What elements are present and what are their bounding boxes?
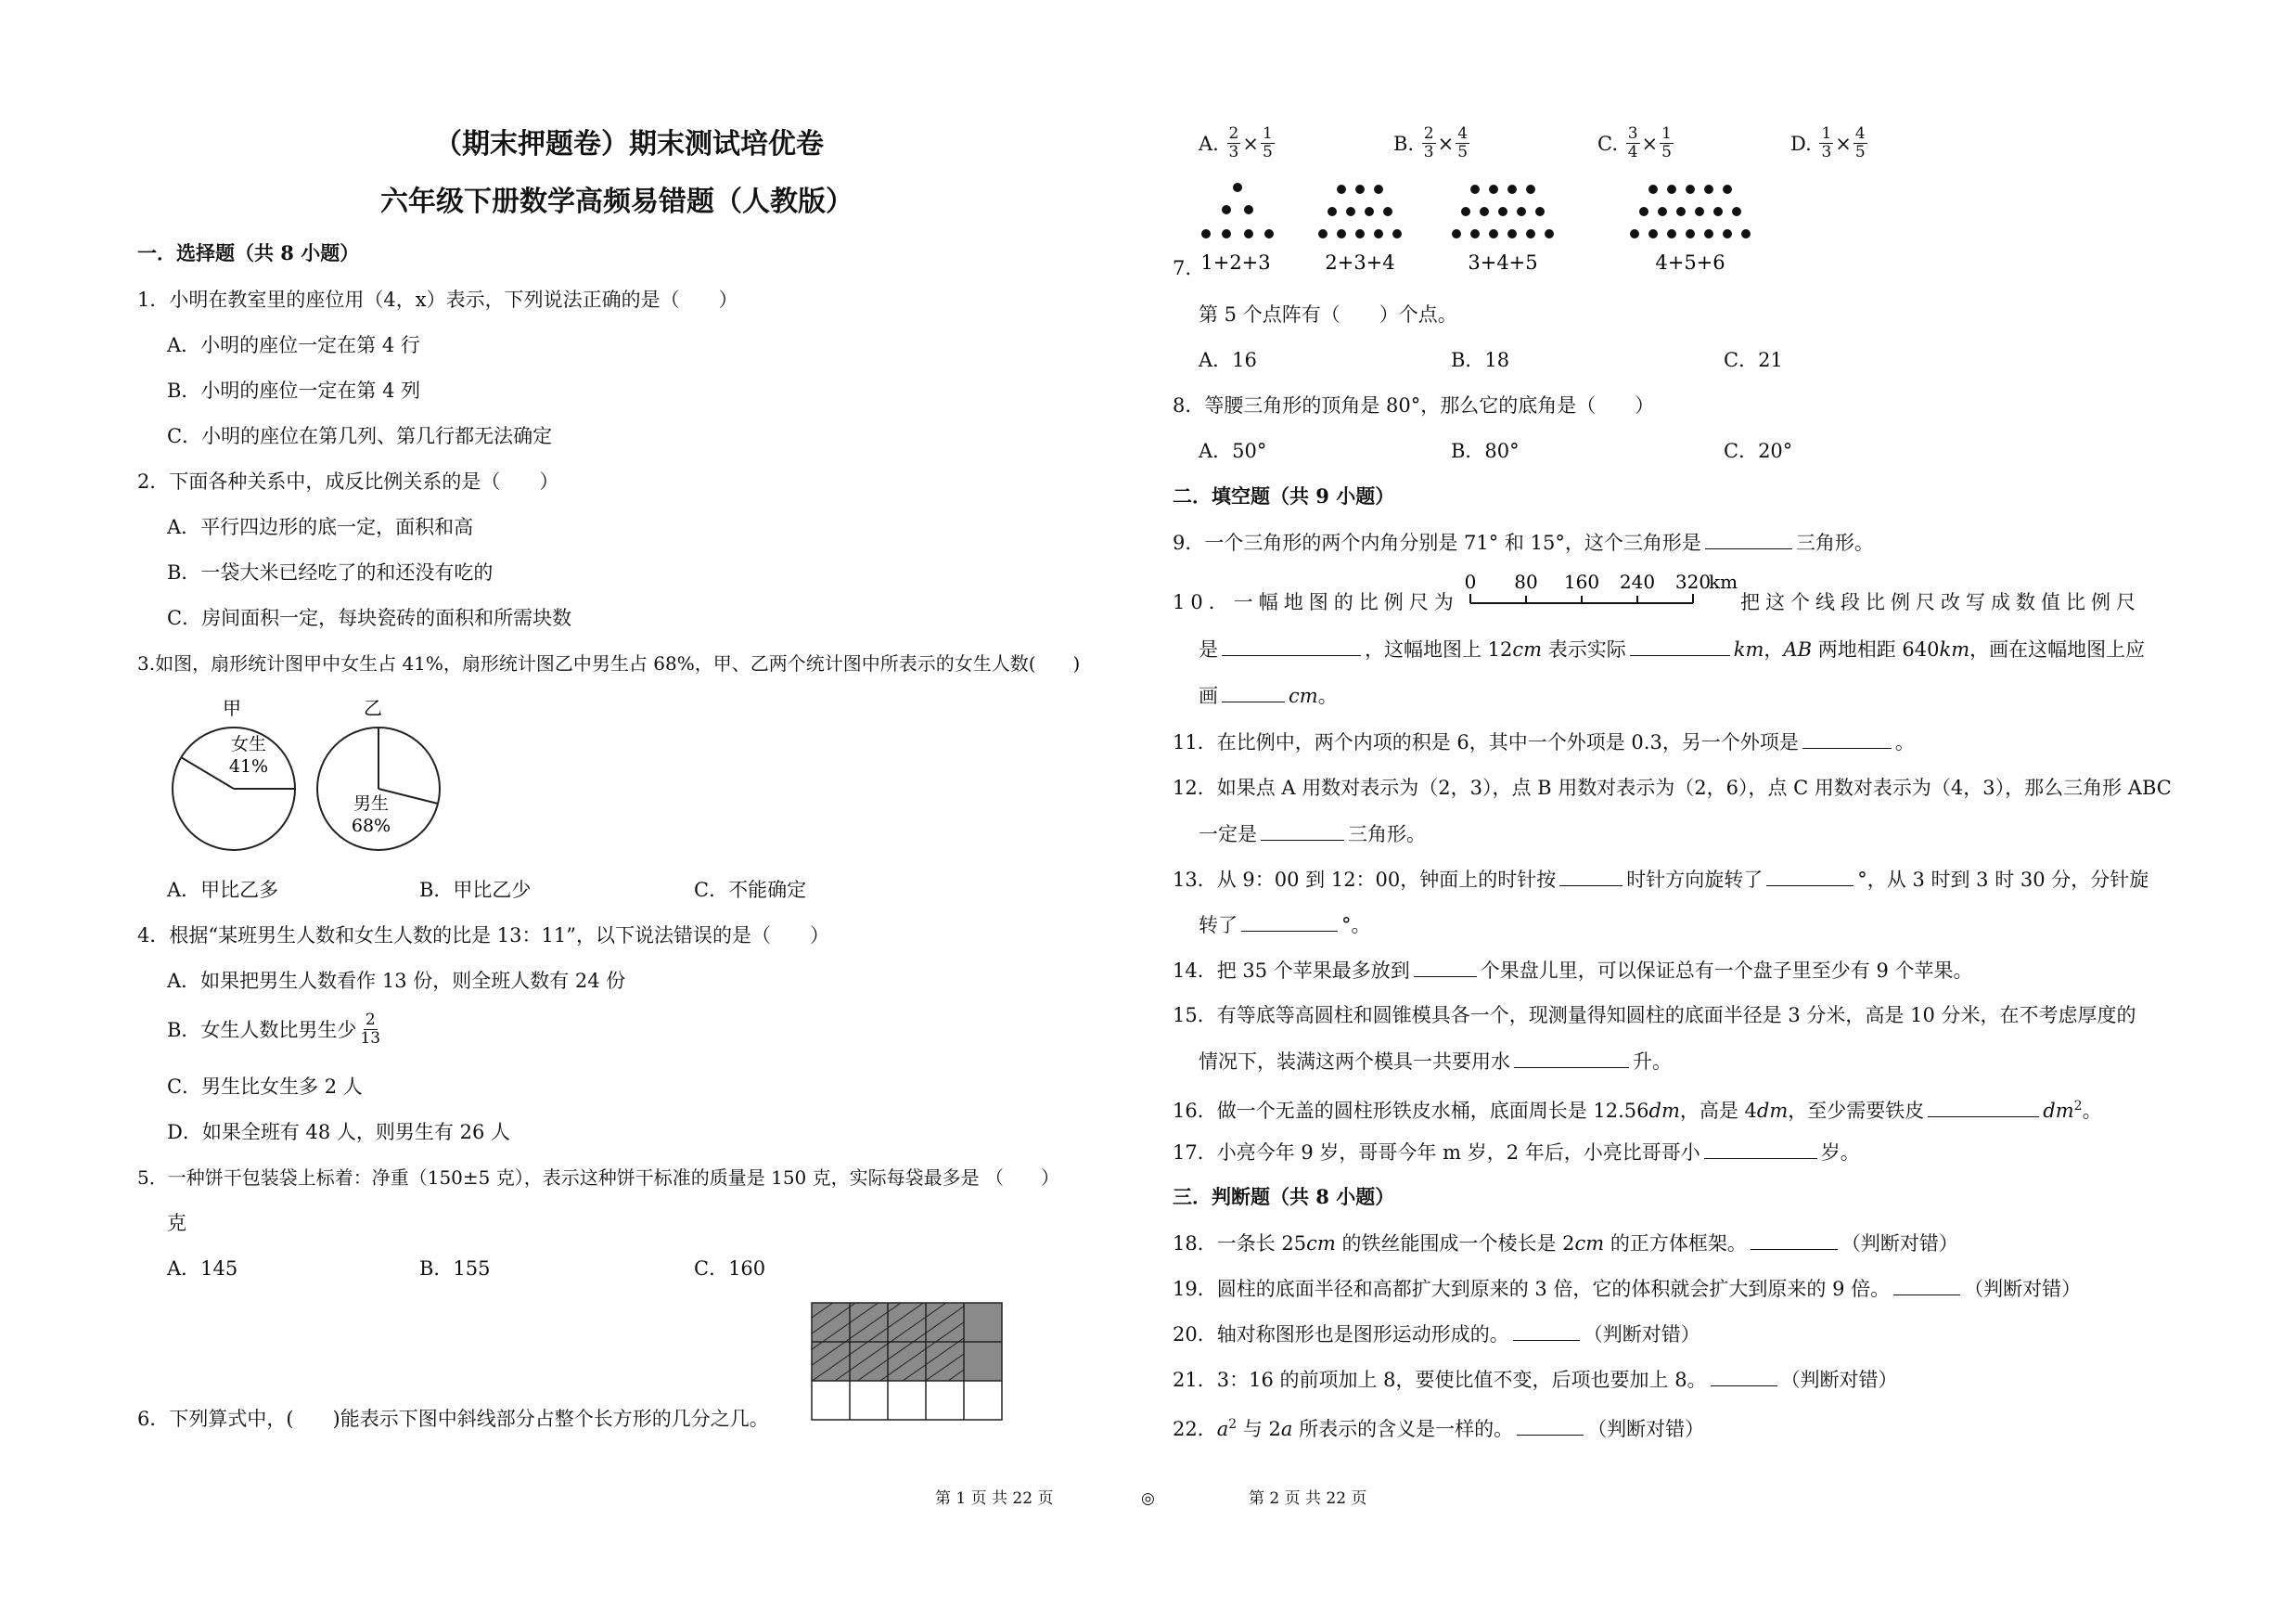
q6-a-frac1 bbox=[1227, 125, 1241, 161]
q19-answer-blank[interactable] bbox=[1893, 1276, 1960, 1295]
dot-array-4 bbox=[1630, 185, 1751, 238]
q21-text: 21．3：16 的前项加上 8，要使比值不变，后项也要加上 8。 bbox=[1173, 1369, 1707, 1391]
question-4-option-c: C．男生比女生多 2 人 bbox=[167, 1076, 363, 1098]
question-3-option-b: B．甲比乙少 bbox=[419, 879, 532, 901]
question-11 bbox=[1173, 729, 1915, 754]
q17-text-2: 岁。 bbox=[1820, 1141, 1860, 1164]
q22-number: 22． bbox=[1173, 1418, 1217, 1440]
q11-text: 11．在比例中，两个内项的积是 6，其中一个外项是 0.3，另一个外项是 bbox=[1173, 731, 1799, 754]
q6-c-times: × bbox=[1641, 132, 1659, 155]
q10-ratio-blank[interactable] bbox=[1222, 637, 1361, 656]
dot-caption-4: 4+5+6 bbox=[1655, 251, 1725, 274]
q18-text-2: 的铁丝能围成一个棱长是 2 bbox=[1335, 1232, 1575, 1255]
question-13-line-2 bbox=[1199, 912, 1371, 937]
q10-unit-cm-2: cm bbox=[1289, 685, 1318, 707]
q6-a-times: × bbox=[1242, 132, 1259, 155]
q11-answer-blank[interactable] bbox=[1802, 729, 1892, 749]
q10-text-8: ，画在这幅地图上应 bbox=[1969, 638, 2146, 661]
q10-text-2: 把这个线段比例尺改写成数值比例尺 bbox=[1740, 591, 2141, 613]
pie-yi-label: 乙 bbox=[364, 697, 382, 719]
question-14 bbox=[1173, 958, 1973, 983]
question-3-option-c: C．不能确定 bbox=[694, 879, 807, 901]
q20-text: 20．轴对称图形也是图形运动形成的。 bbox=[1173, 1323, 1509, 1346]
question-6-grid-figure bbox=[811, 1302, 1007, 1423]
q16-text-3: ，至少需要铁皮 bbox=[1788, 1100, 1925, 1122]
page-title-1: （期末押题卷）期末测试培优卷 bbox=[434, 128, 824, 161]
q10-unit-km-2: km bbox=[1939, 638, 1970, 661]
q6-c-frac2-den: 5 bbox=[1661, 143, 1672, 161]
question-8-option-c: C．20° bbox=[1724, 440, 1793, 462]
question-6-option-a bbox=[1199, 125, 1276, 161]
q10-text-end: 。 bbox=[1317, 685, 1338, 707]
dot-caption-1: 1+2+3 bbox=[1200, 251, 1271, 274]
question-9 bbox=[1173, 530, 1874, 555]
question-7-number: 7. bbox=[1173, 257, 1192, 279]
question-8-option-a: A．50° bbox=[1199, 440, 1267, 462]
q6-c-frac1-den: 4 bbox=[1627, 143, 1638, 161]
q11-text-end: 。 bbox=[1894, 731, 1915, 754]
q6-b-frac1-num: 2 bbox=[1423, 124, 1434, 143]
q15-text-3: 升。 bbox=[1633, 1050, 1672, 1073]
question-8-stem: 8．等腰三角形的顶角是 80°，那么它的底角是（ ） bbox=[1173, 394, 1655, 417]
question-10-line-2 bbox=[1199, 637, 2145, 662]
section-heading-judge: 三．判断题（共 8 小题） bbox=[1173, 1185, 1395, 1208]
q18-answer-blank[interactable] bbox=[1751, 1230, 1838, 1250]
footer-right-page: 第 2 页 共 22 页 bbox=[1249, 1489, 1367, 1508]
q15-text-2: 情况下，装满这两个模具一共要用水 bbox=[1199, 1050, 1510, 1073]
footer-left-page: 第 1 页 共 22 页 bbox=[935, 1489, 1054, 1508]
question-3-pie-charts bbox=[167, 694, 482, 861]
question-3-option-a: A．甲比乙多 bbox=[167, 879, 279, 901]
pie-yi-text-2: 68% bbox=[351, 816, 391, 836]
question-4-fraction bbox=[358, 1011, 382, 1048]
q6-a-frac2 bbox=[1261, 125, 1275, 161]
q18-text-1: 18．一条长 25 bbox=[1173, 1232, 1307, 1255]
question-4-option-b-text: B．女生人数比男生少 bbox=[167, 1018, 357, 1041]
q15-answer-blank[interactable] bbox=[1514, 1049, 1629, 1068]
q17-text-1: 17．小亮今年 9 岁，哥哥今年 m 岁，2 年后，小亮比哥哥小 bbox=[1173, 1141, 1700, 1164]
question-10-line-3 bbox=[1199, 683, 1338, 708]
dot-array-2 bbox=[1318, 185, 1402, 238]
question-12-line-2 bbox=[1199, 821, 1426, 846]
section-heading-fill: 二．填空题（共 9 小题） bbox=[1173, 484, 1395, 508]
pie-jia-radius-2 bbox=[181, 757, 234, 789]
q6-b-frac1 bbox=[1422, 125, 1436, 161]
q6-b-frac1-den: 3 bbox=[1423, 143, 1434, 161]
question-5-option-c: C．160 bbox=[694, 1257, 766, 1280]
q6-d-frac1-den: 3 bbox=[1821, 143, 1832, 161]
question-7-option-b: B．18 bbox=[1451, 349, 1510, 371]
q16-unit-exponent: 2 bbox=[2073, 1099, 2083, 1114]
q18-text-3: 的正方体框架。 bbox=[1604, 1232, 1747, 1255]
q13-text-5: °。 bbox=[1341, 914, 1371, 936]
question-4-option-d: D．如果全班有 48 人，则男生有 26 人 bbox=[167, 1121, 510, 1143]
q18-unit-cm-2: cm bbox=[1574, 1232, 1605, 1255]
q6-d-label: D. bbox=[1790, 132, 1812, 155]
question-19 bbox=[1173, 1276, 2081, 1301]
q22-var-a: a bbox=[1216, 1418, 1229, 1440]
q13-text-1: 13．从 9：00 到 12：00，钟面上的时针按 bbox=[1173, 869, 1557, 891]
scale-label-0: 0 bbox=[1464, 571, 1477, 593]
q6-c-label: C. bbox=[1597, 132, 1618, 155]
section-heading-choice: 一．选择题（共 8 小题） bbox=[137, 241, 360, 264]
question-6-option-d bbox=[1790, 125, 1869, 161]
fraction-numerator: 2 bbox=[365, 1011, 376, 1029]
q17-answer-blank[interactable] bbox=[1704, 1140, 1817, 1159]
q9-answer-blank[interactable] bbox=[1705, 530, 1792, 549]
q9-text-end: 三角形。 bbox=[1795, 532, 1874, 554]
q22-text-1: 与 2 bbox=[1237, 1418, 1281, 1440]
footer-center-mark: ◎ bbox=[1141, 1489, 1155, 1508]
question-17 bbox=[1173, 1140, 1860, 1165]
q14-answer-blank[interactable] bbox=[1414, 958, 1477, 977]
question-8-option-b: B．80° bbox=[1451, 440, 1520, 462]
q12-answer-blank[interactable] bbox=[1261, 821, 1344, 841]
q6-d-frac1 bbox=[1819, 125, 1833, 161]
q22-text-2: 所表示的含义是一样的。 bbox=[1292, 1418, 1514, 1440]
question-4-option-b bbox=[167, 1011, 384, 1048]
q6-b-label: B. bbox=[1393, 132, 1415, 155]
q6-a-label: A. bbox=[1199, 132, 1219, 155]
dot-array-1 bbox=[1201, 183, 1274, 238]
q6-b-frac2-num: 4 bbox=[1457, 124, 1469, 143]
question-6-option-b bbox=[1393, 125, 1471, 161]
dot-caption-3: 3+4+5 bbox=[1468, 251, 1538, 274]
q6-d-times: × bbox=[1835, 132, 1852, 155]
question-2-option-b: B．一袋大米已经吃了的和还没有吃的 bbox=[167, 561, 494, 584]
q16-text-end: 。 bbox=[2082, 1100, 2102, 1122]
question-1-option-c: C．小明的座位在第几列、第几行都无法确定 bbox=[167, 425, 553, 447]
q13-minute-angle-blank[interactable] bbox=[1241, 912, 1338, 932]
q22-judge: （判断对错） bbox=[1587, 1418, 1705, 1440]
q19-text: 19．圆柱的底面半径和高都扩大到原来的 3 倍，它的体积就会扩大到原来的 9 倍。 bbox=[1173, 1278, 1891, 1300]
pie-yi-text-1: 男生 bbox=[353, 793, 390, 814]
q16-answer-blank[interactable] bbox=[1928, 1098, 2039, 1117]
question-16 bbox=[1173, 1094, 2102, 1123]
question-7-option-a: A．16 bbox=[1199, 349, 1257, 371]
question-4-stem: 4．根据“某班男生人数和女生人数的比是 13：11”，以下说法错误的是（ ） bbox=[137, 924, 829, 947]
q13-text-3: °，从 3 时到 3 时 30 分，分针旋 bbox=[1857, 869, 2149, 891]
q10-text-9: 画 bbox=[1199, 685, 1218, 707]
question-2-option-c: C．房间面积一定，每块瓷砖的面积和所需块数 bbox=[167, 607, 572, 629]
question-15-line-1: 15．有等底等高圆柱和圆锥模具各一个，现测量得知圆柱的底面半径是 3 分米，高是 10 分米，在不考虑厚度的 bbox=[1173, 1004, 2136, 1026]
question-4-option-a: A．如果把男生人数看作 13 份，则全班人数有 24 份 bbox=[167, 970, 626, 992]
q6-d-frac2-num: 4 bbox=[1854, 124, 1866, 143]
q14-text-1: 14．把 35 个苹果最多放到 bbox=[1173, 960, 1410, 982]
question-21 bbox=[1173, 1367, 1898, 1392]
q12-text-3: 三角形。 bbox=[1348, 823, 1426, 845]
question-2-stem: 2．下面各种关系中，成反比例关系的是（ ） bbox=[137, 470, 559, 493]
question-6-option-c bbox=[1597, 125, 1675, 161]
q6-b-frac2 bbox=[1456, 125, 1469, 161]
question-22 bbox=[1173, 1412, 1704, 1441]
q6-d-frac2-den: 5 bbox=[1854, 143, 1866, 161]
q6-d-frac1-num: 1 bbox=[1821, 124, 1832, 143]
q10-text-5: 表示实际 bbox=[1542, 638, 1626, 661]
q18-judge: （判断对错） bbox=[1841, 1232, 1958, 1255]
question-5-option-b: B．155 bbox=[419, 1257, 491, 1280]
q16-text-1: 16．做一个无盖的圆柱形铁皮水桶，底面周长是 12.56 bbox=[1173, 1100, 1649, 1122]
question-3-stem: 3.如图，扇形统计图甲中女生占 41%，扇形统计图乙中男生占 68%，甲、乙两个统计图中所表示的女生人数( ) bbox=[137, 652, 1081, 675]
scale-label-unit: km bbox=[1709, 571, 1738, 593]
q20-judge: （判断对错） bbox=[1583, 1323, 1700, 1346]
question-7-dot-arrays bbox=[1197, 178, 1781, 280]
pie-jia-text-1: 女生 bbox=[230, 734, 267, 754]
q6-c-frac1-num: 3 bbox=[1627, 124, 1638, 143]
q10-scale-bar bbox=[1464, 568, 1738, 611]
q16-unit-dm-2: dm bbox=[1756, 1100, 1789, 1122]
q13-direction-blank[interactable] bbox=[1559, 867, 1623, 886]
q6-a-frac2-den: 5 bbox=[1262, 143, 1273, 161]
q13-text-2: 时针方向旋转了 bbox=[1626, 869, 1764, 891]
q22-answer-blank[interactable] bbox=[1517, 1416, 1584, 1436]
q13-hour-angle-blank[interactable] bbox=[1766, 867, 1853, 886]
question-6-stem: 6．下列算式中，( )能表示下图中斜线部分占整个长方形的几分之几。 bbox=[137, 1408, 769, 1430]
question-12-line-1: 12．如果点 A 用数对表示为（2，3），点 B 用数对表示为（2，6），点 C 用数对表示为（4，3），那么三角形 ABC bbox=[1173, 777, 2172, 799]
question-1-option-b: B．小明的座位一定在第 4 列 bbox=[167, 380, 421, 402]
q10-ab: AB bbox=[1783, 638, 1813, 661]
question-1-stem: 1．小明在教室里的座位用（4，x）表示，下列说法正确的是（ ） bbox=[137, 289, 738, 311]
q14-text-2: 个果盘儿里，可以保证总有一个盘子里至少有 9 个苹果。 bbox=[1480, 960, 1973, 982]
q10-text-7: 两地相距 640 bbox=[1812, 638, 1940, 661]
dot-caption-2: 2+3+4 bbox=[1325, 251, 1395, 274]
q12-text-2: 一定是 bbox=[1199, 823, 1257, 845]
question-7-stem: 第 5 个点阵有（ ）个点。 bbox=[1199, 303, 1457, 326]
q6-a-frac2-num: 1 bbox=[1262, 124, 1273, 143]
q6-a-frac1-den: 3 bbox=[1228, 143, 1239, 161]
q18-unit-cm: cm bbox=[1306, 1232, 1336, 1255]
q10-unit-cm: cm bbox=[1512, 638, 1543, 661]
q6-b-times: × bbox=[1437, 132, 1455, 155]
q16-unit: dm bbox=[2043, 1100, 2074, 1122]
scale-label-160: 160 bbox=[1563, 571, 1600, 593]
q10-unit-km: km bbox=[1733, 638, 1764, 661]
scale-label-240: 240 bbox=[1619, 571, 1656, 593]
q6-c-frac2-num: 1 bbox=[1661, 124, 1672, 143]
question-1-option-a: A．小明的座位一定在第 4 行 bbox=[167, 334, 420, 356]
question-5-stem: 5．一种饼干包装袋上标着：净重（150±5 克），表示这种饼干标准的质量是 150 克，实际每袋最多是 （ ） bbox=[137, 1166, 1059, 1189]
q6-d-frac2 bbox=[1853, 125, 1867, 161]
dot-array-3 bbox=[1452, 185, 1554, 238]
page-title-2: 六年级下册数学高频易错题（人教版） bbox=[380, 186, 853, 218]
q6-b-frac2-den: 5 bbox=[1457, 143, 1469, 161]
q22-var-a-2: a bbox=[1280, 1418, 1293, 1440]
q6-c-frac1 bbox=[1626, 125, 1640, 161]
q10-text-6: ， bbox=[1764, 638, 1784, 661]
q10-map-length-blank[interactable] bbox=[1222, 683, 1285, 702]
pie-jia-label: 甲 bbox=[223, 697, 241, 719]
q9-text: 9．一个三角形的两个内角分别是 71° 和 15°，这个三角形是 bbox=[1173, 532, 1701, 554]
q6-a-frac1-num: 2 bbox=[1228, 124, 1239, 143]
q16-text-2: ，高是 4 bbox=[1679, 1100, 1757, 1122]
question-5-option-a: A．145 bbox=[167, 1257, 238, 1280]
q20-answer-blank[interactable] bbox=[1513, 1321, 1580, 1341]
scale-label-320: 320 bbox=[1674, 571, 1712, 593]
question-7-option-c: C．21 bbox=[1724, 349, 1783, 371]
q10-text-4: ，这幅地图上 12 bbox=[1365, 638, 1513, 661]
q22-exponent: 2 bbox=[1228, 1417, 1238, 1432]
q10-distance-blank[interactable] bbox=[1630, 637, 1730, 656]
question-2-option-a: A．平行四边形的底一定，面积和高 bbox=[167, 516, 474, 538]
q10-text-3: 是 bbox=[1199, 638, 1218, 661]
pie-jia-text-2: 41% bbox=[228, 756, 269, 777]
question-18 bbox=[1173, 1230, 1958, 1256]
question-5-stem-cont: 克 bbox=[167, 1212, 186, 1234]
fraction-denominator: 13 bbox=[360, 1029, 381, 1048]
q19-judge: （判断对错） bbox=[1964, 1278, 2082, 1300]
question-15-line-2 bbox=[1199, 1049, 1672, 1074]
q13-text-4: 转了 bbox=[1199, 914, 1238, 936]
question-13-line-1 bbox=[1173, 867, 2148, 892]
q6-c-frac2 bbox=[1660, 125, 1674, 161]
scale-label-80: 80 bbox=[1514, 571, 1538, 593]
q21-judge: （判断对错） bbox=[1780, 1369, 1898, 1391]
q10-text-1: 10．一幅地图的比例尺为 bbox=[1173, 591, 1459, 613]
q16-unit-dm: dm bbox=[1648, 1100, 1680, 1122]
q21-answer-blank[interactable] bbox=[1711, 1367, 1777, 1386]
question-20 bbox=[1173, 1321, 1700, 1346]
